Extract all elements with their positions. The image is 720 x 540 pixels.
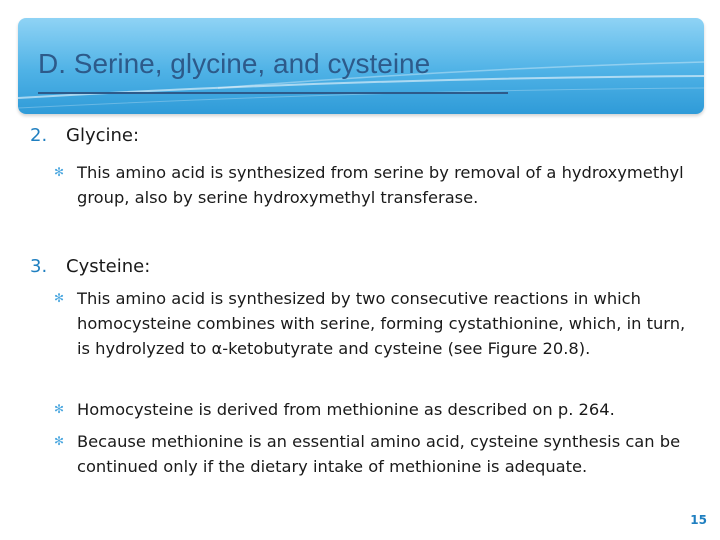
bullet-item <box>54 429 687 479</box>
section-title: Glycine: <box>66 125 140 146</box>
title-underline <box>38 92 678 95</box>
bullet-item <box>54 397 687 422</box>
title-banner <box>18 18 704 114</box>
page-number: 15 <box>690 513 707 527</box>
bullet-star-icon: ✻ <box>54 165 65 179</box>
section-heading-cysteine <box>30 256 150 277</box>
slide-title: D. Serine, glycine, and cysteine <box>38 48 431 79</box>
bullet-text: This amino acid is synthesized from serine by removal of a hydroxymethyl group, also by serine hydroxymethyl transferase. <box>77 163 684 207</box>
bullet-text: Homocysteine is derived from methionine as described on p. 264. <box>77 400 615 419</box>
section-title: Cysteine: <box>66 256 151 277</box>
bullet-star-icon: ✻ <box>54 291 65 305</box>
bullet-star-icon: ✻ <box>54 402 65 416</box>
bullet-star-icon: ✻ <box>54 434 65 448</box>
bullet-item <box>54 286 687 361</box>
section-number: 3. <box>30 256 48 277</box>
bullet-item <box>54 160 687 210</box>
bullet-text: This amino acid is synthesized by two consecutive reactions in which homocysteine combines with serine, forming cystathionine, which, in turn, is hydrolyzed to α-ketobutyrate and cysteine (see Figure 20.8). <box>77 289 686 358</box>
section-heading-glycine <box>30 125 139 146</box>
bullet-text: Because methionine is an essential amino acid, cysteine synthesis can be continued only if the dietary intake of methionine is adequate. <box>77 432 681 476</box>
section-number: 2. <box>30 125 48 146</box>
